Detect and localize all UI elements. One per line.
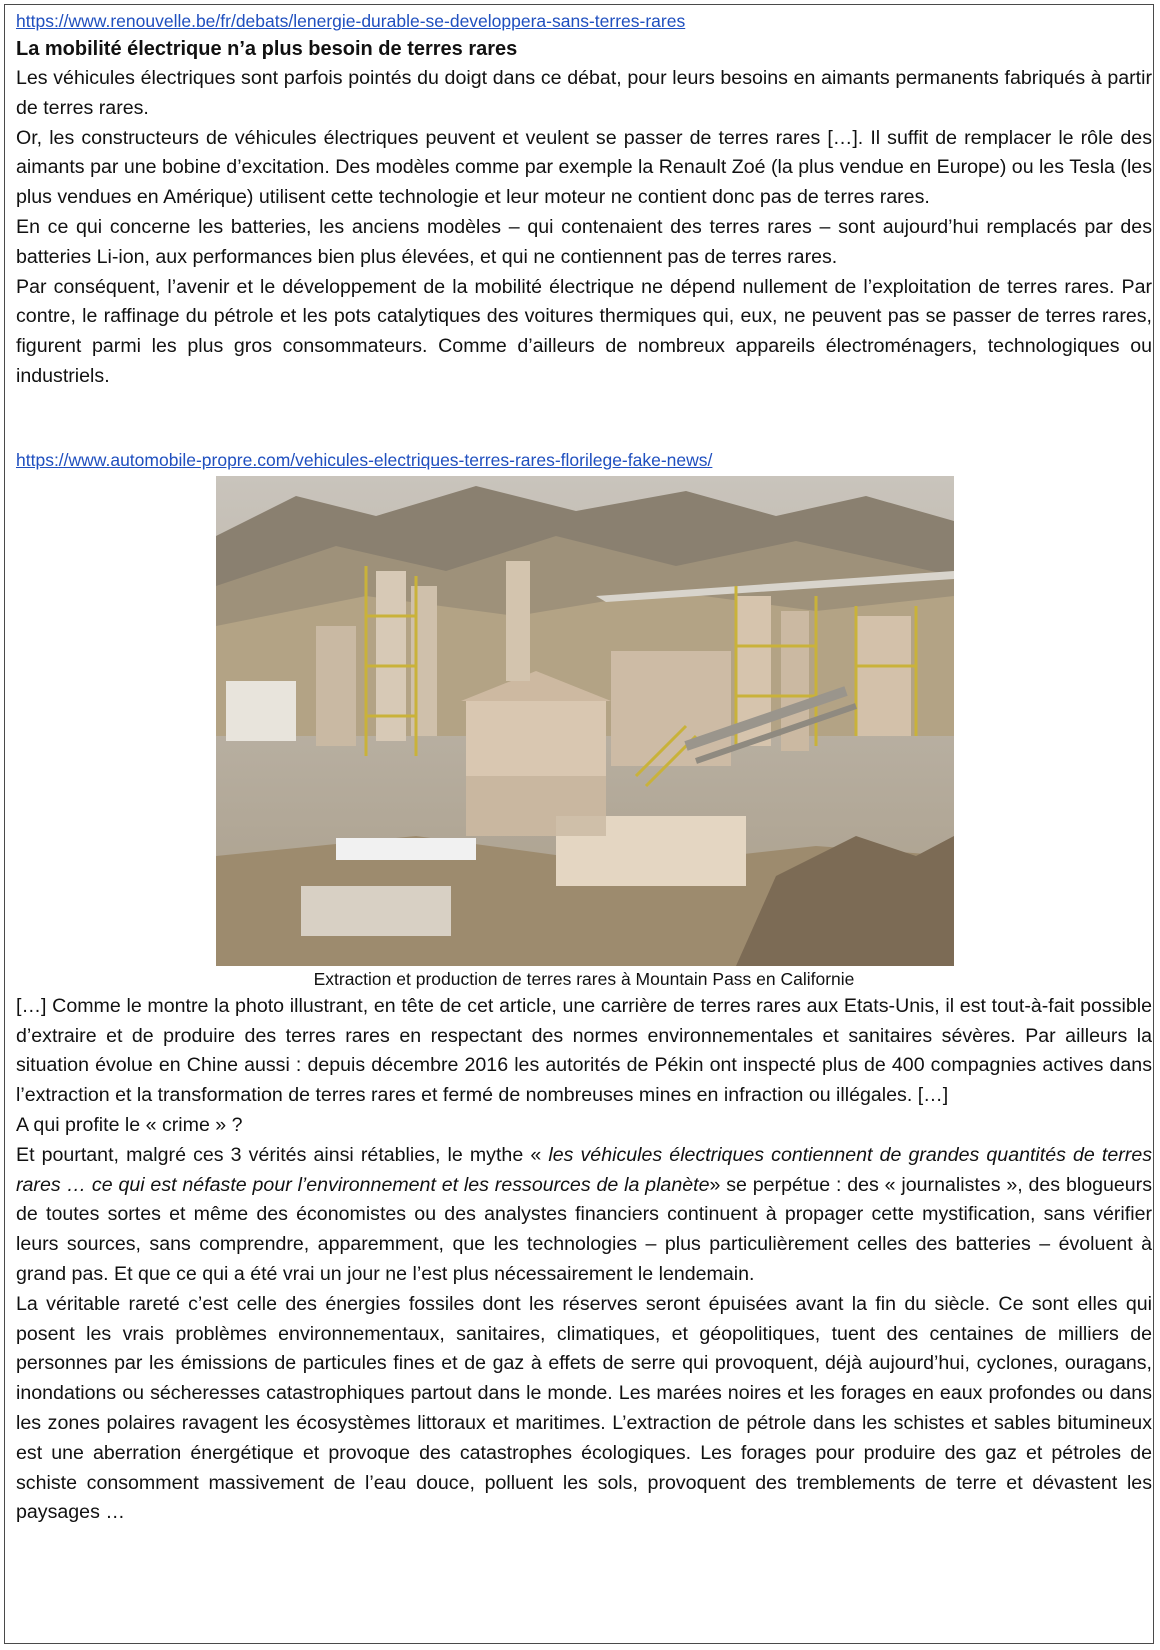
paragraph-8: La véritable rareté c’est celle des énergies fossiles dont les réserves seront épuisées avant la fin du siècle. Ce sont elles qui posent les vrais problèmes environnementaux, sanitaires, climatiques, et géopolitiques, tuent des centaines de milliers de personnes par les émissions de particules fines et de gaz à effets de serre qui provoquent, déjà aujourd’hui, cyclones, ouragans, inondations ou sécheresses catastrophiques partout dans le monde. Les marées noires et les forages en eaux profondes ou dans les zones polaires ravagent les écosystèmes littoraux et maritimes. L’extraction de pétrole dans les schistes et sables bitumineux est une aberration énergétique et provoque des catastrophes écologiques. Les forages pour produire des gaz et pétroles de schiste consomment massivement de l’eau douce, polluent les sols, provoquent des tremblements de terre et dévastent les paysages … <box>16 1292 1152 1524</box>
source-link-renouvelle[interactable]: https://www.renouvelle.be/fr/debats/lenergie-durable-se-developpera-sans-terres-rares <box>16 11 686 31</box>
paragraph-7 <box>16 1141 1152 1290</box>
paragraph-5: […] Comme le montre la photo illustrant, en tête de cet article, une carrière de terres rares aux Etats-Unis, il est tout-à-fait possible d’extraire et de produire des terres rares en respectant des normes environnementales et sanitaires sévères. Par ailleurs la situation évolue en Chine aussi : depuis décembre 2016 les autorités de Pékin ont inspecté plus de 400 compagnies actives dans l’extraction et la transformation de terres rares et fermé de nombreuses mines en infraction ou illégales. […] <box>16 994 1152 1107</box>
spacer <box>16 392 1152 448</box>
paragraph-1: Les véhicules électriques sont parfois pointés du doigt dans ce débat, pour leurs besoins en aimants permanents fabriqués à partir de terres rares. <box>16 67 1152 119</box>
paragraph-6: A qui profite le « crime » ? <box>16 1113 243 1136</box>
source-link-automobile-propre[interactable]: https://www.automobile-propre.com/vehicules-electriques-terres-rares-florilege-fake-news/ <box>16 449 713 470</box>
paragraph-7-end: » se perpétue : des « journalistes », des blogueurs de toutes sortes et même des économistes ou des analystes financiers continuent à propager cette mystification, sans vérifier leurs sources, sans comprendre, apparemment, que les technologies – plus particulièrement celles des batteries – évoluent à grand pas. Et que ce qui a été vrai un jour ne l’est plus nécessairement le lendemain. <box>16 1173 1153 1285</box>
document-frame <box>4 4 1154 1644</box>
paragraph-2: Or, les constructeurs de véhicules électriques peuvent et veulent se passer de terres rares […]. Il suffit de remplacer le rôle des aimants par une bobine d’excitation. Des modèles comme par exemple la Renault Zoé (la plus vendue en Europe) ou les Tesla (les plus vendues en Amérique) utilisent cette technologie et leur moteur ne contient donc pas de terres rares. <box>16 126 1152 209</box>
document-content <box>16 9 1152 1528</box>
paragraph-7-start: Et pourtant, malgré ces 3 vérités ainsi rétablies, le mythe « <box>16 1143 549 1166</box>
photo-caption: Extraction et production de terres rares à Mountain Pass en Californie <box>313 968 855 989</box>
quoted-myth: les véhicules électriques contiennent de grandes quantités de terres rares … ce qui est néfaste pour l’environnement et les ressources de la planète <box>16 1143 1153 1196</box>
mountain-pass-photo <box>216 476 954 966</box>
article-title: La mobilité électrique n’a plus besoin de terres rares <box>16 38 518 60</box>
paragraph-3: En ce qui concerne les batteries, les anciens modèles – qui contenaient des terres rares – sont aujourd’hui remplacés par des batteries Li-ion, aux performances bien plus élevées, et qui ne contiennent pas de terres rares. <box>16 215 1152 268</box>
industrial-site-illustration <box>216 476 954 966</box>
paragraph-4: Par conséquent, l’avenir et le développement de la mobilité électrique ne dépend nullement de l’exploitation de terres rares. Par contre, le raffinage du pétrole et les pots catalytiques des voitures thermiques qui, eux, ne peuvent pas se passer de terres rares, figurent parmi les plus gros consommateurs. Comme d’ailleurs de nombreux appareils électroménagers, technologiques ou industriels. <box>16 275 1152 387</box>
